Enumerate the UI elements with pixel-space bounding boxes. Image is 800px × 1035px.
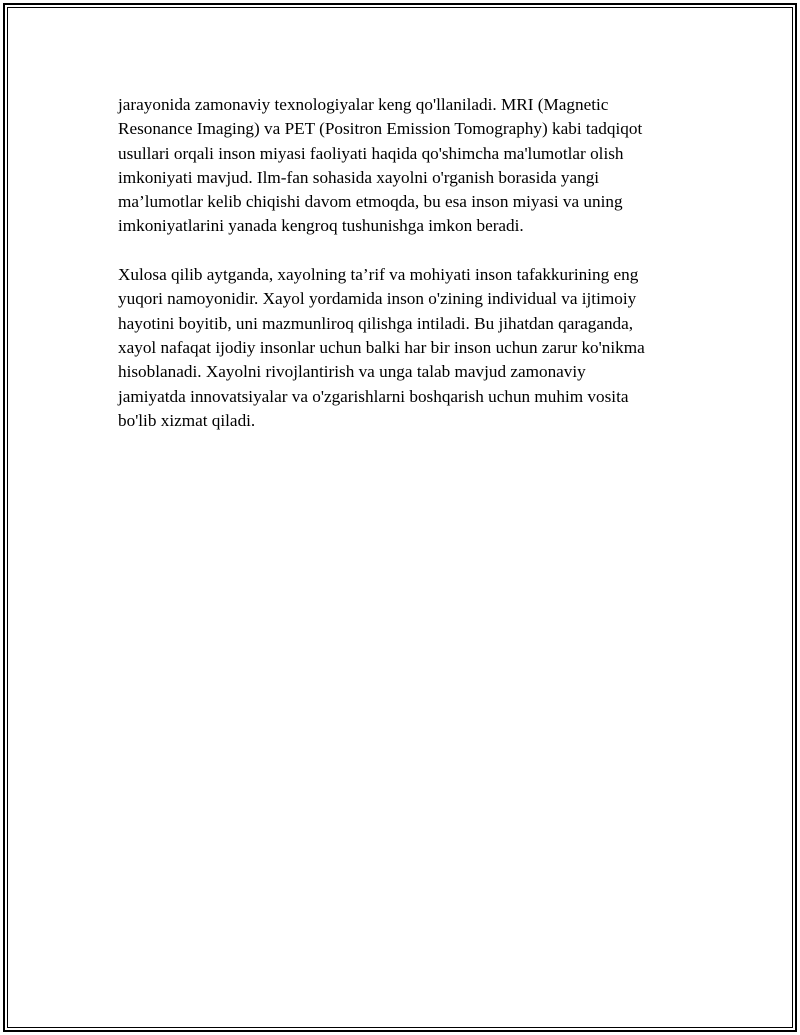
text-line: yuqori namoyonidir. Xayol yordamida inson o'zining individual va ijtimoiy — [118, 289, 637, 309]
paragraph-conclusion — [118, 263, 708, 433]
text-line: Resonance Imaging) va PET (Positron Emission Tomography) kabi tadqiqot — [118, 119, 643, 139]
text-line: ma’lumotlar kelib chiqishi davom etmoqda, bu esa inson miyasi va uning — [118, 192, 623, 212]
text-line: usullari orqali inson miyasi faoliyati haqida qo'shimcha ma'lumotlar olish — [118, 143, 624, 163]
text-line: bo'lib xizmat qiladi. — [118, 410, 256, 430]
text-line: jamiyatda innovatsiyalar va o'zgarishlarni boshqarish uchun muhim vosita — [118, 386, 629, 406]
text-line: imkoniyati mavjud. Ilm-fan sohasida xayolni o'rganish borasida yangi — [118, 167, 600, 187]
text-line: imkoniyatlarini yanada kengroq tushunishga imkon beradi. — [118, 216, 524, 236]
paragraph-technology — [118, 93, 708, 239]
text-line: hayotini boyitib, uni mazmunliroq qilishga intiladi. Bu jihatdan qaraganda, — [118, 313, 634, 333]
text-line: xayol nafaqat ijodiy insonlar uchun balki har bir inson uchun zarur ko'nikma — [118, 337, 645, 357]
document-body — [118, 93, 708, 433]
text-line: jarayonida zamonaviy texnologiyalar keng qo'llaniladi. MRI (Magnetic — [118, 95, 609, 114]
text-line: hisoblanadi. Xayolni rivojlantirish va unga talab mavjud zamonaviy — [118, 362, 586, 382]
text-line: Xulosa qilib aytganda, xayolning ta’rif va mohiyati inson tafakkurining eng — [118, 265, 639, 285]
